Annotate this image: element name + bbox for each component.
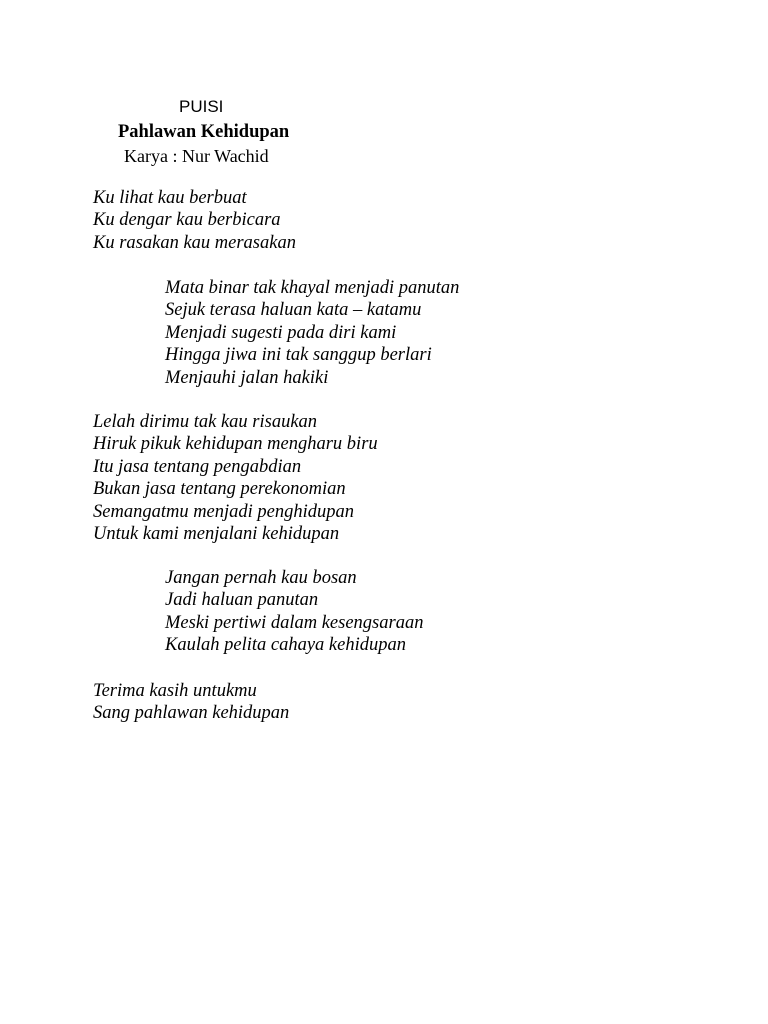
poem-line: Jadi haluan panutan xyxy=(165,590,319,611)
poem-line: Semangatmu menjadi penghidupan xyxy=(93,501,355,522)
poem-line: Mata binar tak khayal menjadi panutan xyxy=(165,278,460,298)
poem-author: Karya : Nur Wachid xyxy=(124,146,269,166)
poem-line: Ku rasakan kau merasakan xyxy=(93,232,296,253)
poem-line: Itu jasa tentang pengabdian xyxy=(93,456,302,477)
document-label: PUISI xyxy=(179,97,224,116)
stanza-5 xyxy=(93,680,289,725)
poem-line: Ku dengar kau berbicara xyxy=(93,210,281,231)
poem-line: Kaulah pelita cahaya kehidupan xyxy=(165,635,406,656)
poem-line: Meski pertiwi dalam kesengsaraan xyxy=(165,612,424,633)
poem-line: Lelah dirimu tak kau risaukan xyxy=(93,412,318,432)
stanza-1 xyxy=(93,187,296,254)
poem-line: Menjadi sugesti pada diri kami xyxy=(165,322,397,343)
stanza-4 xyxy=(165,567,423,657)
poem-line: Menjauhi jalan hakiki xyxy=(165,367,329,388)
poem-line: Sang pahlawan kehidupan xyxy=(93,703,290,724)
stanza-2 xyxy=(165,277,459,389)
poem-line: Untuk kami menjalani kehidupan xyxy=(93,523,340,544)
poem-line: Hingga jiwa ini tak sanggup berlari xyxy=(165,345,432,366)
poem-line: Jangan pernah kau bosan xyxy=(165,568,357,588)
poem-line: Ku lihat kau berbuat xyxy=(93,188,247,208)
poem-line: Sejuk terasa haluan kata – katamu xyxy=(165,300,422,321)
poem-title: Pahlawan Kehidupan xyxy=(118,122,290,142)
poem-line: Terima kasih untukmu xyxy=(93,681,257,701)
stanza-3 xyxy=(93,411,378,545)
poem-line: Bukan jasa tentang perekonomian xyxy=(93,479,346,500)
poem-line: Hiruk pikuk kehidupan mengharu biru xyxy=(93,434,378,455)
